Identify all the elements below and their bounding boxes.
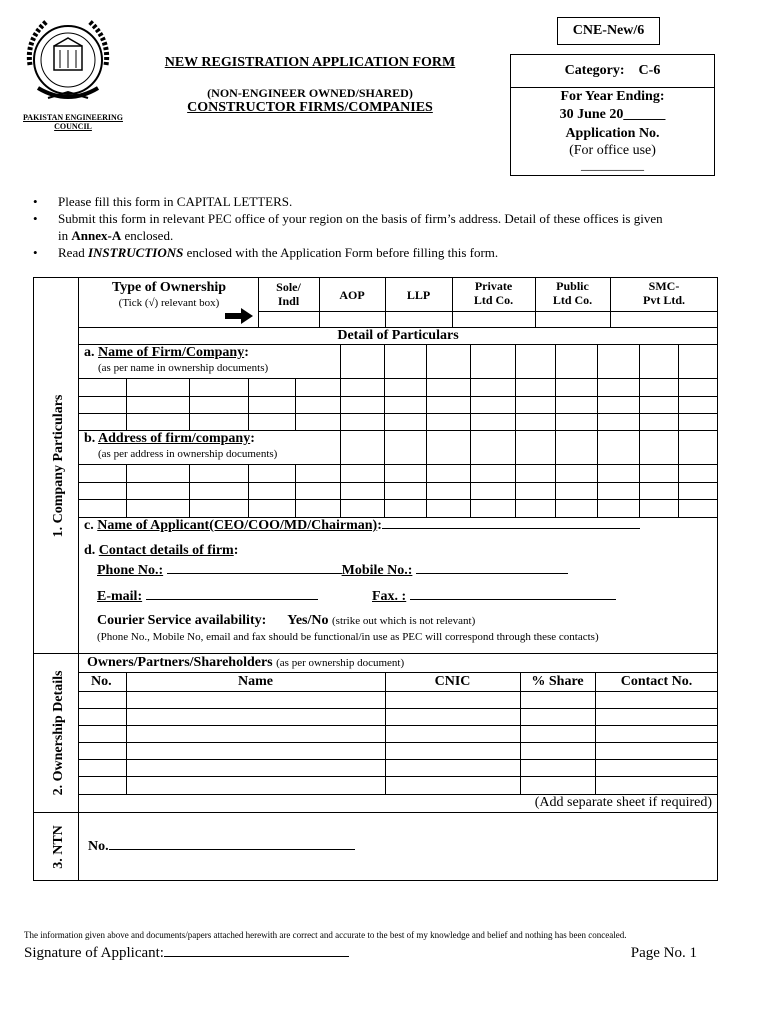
firm-name-hint: (as per name in ownership documents): [98, 362, 269, 374]
tick-box-private[interactable]: [453, 312, 534, 326]
ntn-row: No.: [88, 839, 355, 855]
instruction-3: • Read INSTRUCTIONS enclosed with the Application Form before filling this form.: [25, 244, 745, 261]
form-code: CNE-New/6: [572, 23, 645, 38]
tick-box-llp[interactable]: [386, 312, 451, 326]
arrow-right-icon: [225, 308, 253, 324]
category-value: C-6: [638, 63, 661, 78]
applicant-name-label: c. Name of Applicant(CEO/COO/MD/Chairman):: [84, 518, 640, 534]
instruction-2: • Submit this form in relevant PEC office of your region on the basis of firm’s address. Detail of these offices is given in Annex-A enclosed.: [25, 210, 745, 244]
section-3-label: 3. NTN: [51, 825, 66, 869]
office-use-note: (For office use): [569, 143, 656, 158]
tick-box-smc[interactable]: [611, 312, 717, 326]
application-no-blank[interactable]: _________: [581, 158, 644, 173]
section-1-label: 1. Company Particulars: [51, 394, 66, 538]
ownership-aop: AOP: [339, 288, 365, 302]
category-box: [510, 54, 715, 176]
section-2-label: 2. Ownership Details: [51, 670, 66, 796]
signature-row: Signature of Applicant:: [24, 945, 349, 962]
phone-row: Phone No.: Mobile No.:: [97, 563, 568, 579]
tick-box-sole[interactable]: [259, 312, 318, 326]
year-label: For Year Ending:: [560, 89, 665, 104]
application-no-label: Application No.: [565, 126, 660, 141]
email-row: E-mail:: [97, 589, 318, 605]
category-label: Category:: [564, 63, 625, 78]
ownership-sole: Sole/ Indl: [276, 280, 301, 308]
owners-title: Owners/Partners/Shareholders (as per ownership document): [87, 655, 405, 670]
col-contact: Contact No.: [620, 674, 693, 689]
form-subtitle-1: (NON-ENGINEER OWNED/SHARED): [207, 86, 413, 100]
year-value[interactable]: 30 June 20______: [559, 107, 666, 122]
fax-field[interactable]: [410, 599, 616, 600]
tick-box-public[interactable]: [536, 312, 609, 326]
contact-note: (Phone No., Mobile No, email and fax should be functional/in use as PEC will correspond through these contacts): [97, 631, 599, 643]
pec-logo: [18, 10, 118, 110]
col-cnic: CNIC: [434, 674, 471, 689]
form-subtitle-2: CONSTRUCTOR FIRMS/COMPANIES: [187, 100, 433, 115]
org-name: PAKISTAN ENGINEERING COUNCIL: [23, 113, 123, 131]
phone-field[interactable]: [167, 573, 342, 574]
form-code-box: [557, 17, 660, 45]
tick-box-aop[interactable]: [320, 312, 384, 326]
ownership-type-hint: (Tick (√) relevant box): [118, 297, 220, 309]
instruction-1: • Please fill this form in CAPITAL LETTERS.: [25, 193, 745, 210]
separate-sheet-note: (Add separate sheet if required): [534, 795, 712, 810]
firm-name-label: a. Name of Firm/Company:: [84, 345, 249, 360]
page-number: Page No. 1: [630, 945, 697, 961]
firm-address-label: b. Address of firm/company:: [84, 431, 258, 447]
ownership-type-title: Type of Ownership: [111, 280, 227, 295]
col-share: % Share: [531, 674, 584, 689]
col-no: No.: [91, 674, 112, 689]
signature-field[interactable]: [164, 956, 349, 957]
declaration: The information given above and documents/papers attached herewith are correct and accurate to the best of my knowledge and belief and nothing has been concealed.: [24, 930, 627, 940]
contact-details-label: d. Contact details of firm:: [84, 543, 239, 558]
courier-yes-no[interactable]: Yes/No: [287, 613, 329, 628]
particulars-title: Detail of Particulars: [337, 328, 459, 343]
form-title: NEW REGISTRATION APPLICATION FORM: [164, 55, 456, 70]
mobile-field[interactable]: [416, 573, 568, 574]
col-name: Name: [238, 674, 273, 689]
fax-row: Fax. :: [372, 589, 616, 605]
ntn-field[interactable]: [109, 849, 355, 850]
instructions-list: [25, 193, 745, 261]
email-field[interactable]: [146, 599, 318, 600]
ownership-private: Private Ltd Co.: [473, 279, 514, 307]
firm-address-hint: (as per address in ownership documents): [98, 448, 278, 460]
ownership-public: Public Ltd Co.: [552, 279, 593, 307]
applicant-name-field[interactable]: [382, 528, 640, 529]
ownership-smc: SMC- Pvt Ltd.: [643, 279, 685, 307]
ownership-llp: LLP: [406, 288, 431, 302]
courier-row: Courier Service availability: Yes/No (strike out which is not relevant): [97, 613, 476, 628]
